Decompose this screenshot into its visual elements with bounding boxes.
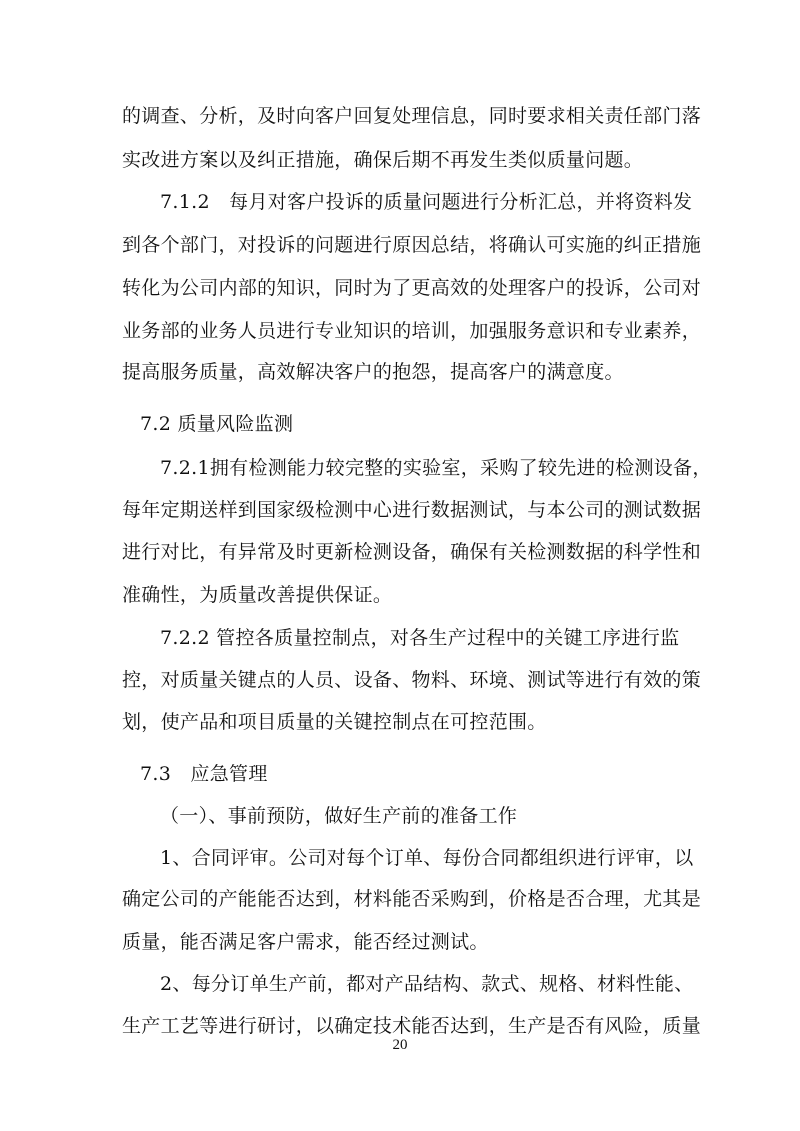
paragraph-line: 业务部的业务人员进行专业知识的培训，加强服务意识和专业素养， xyxy=(122,320,702,342)
section-7-1-2-line: 7.1.2 每月对客户投诉的质量问题进行分析汇总，并将资料发 xyxy=(160,191,693,213)
paragraph-line: 提高服务质量，高效解决客户的抱怨，提高客户的满意度。 xyxy=(122,361,624,383)
subheading-prevention: （一）、事前预防，做好生产前的准备工作 xyxy=(160,805,518,827)
paragraph-line: 确定公司的产能能否达到，材料能否采购到，价格是否合理，尤其是 xyxy=(122,888,702,910)
section-7-2-1-line: 7.2.1拥有检测能力较完整的实验室，采购了较先进的检测设备， xyxy=(160,457,712,479)
paragraph-line: 的调查、分析，及时向客户回复处理信息，同时要求相关责任部门落 xyxy=(122,105,702,127)
paragraph-line: 质量，能否满足客户需求，能否经过测试。 xyxy=(122,931,489,953)
paragraph-line: 生产工艺等进行研讨，以确定技术能否达到，生产是否有风险，质量 xyxy=(122,1015,702,1037)
paragraph-line: 控，对质量关键点的人员、设备、物料、环境、测试等进行有效的策 xyxy=(122,669,702,691)
paragraph-line: 到各个部门，对投诉的问题进行原因总结，将确认可实施的纠正措施 xyxy=(122,234,702,256)
section-heading-7-2: 7.2 质量风险监测 xyxy=(140,413,294,435)
section-7-2-2-line: 7.2.2 管控各质量控制点，对各生产过程中的关键工序进行监 xyxy=(160,627,680,649)
item-1-line: 1、合同评审。公司对每个订单、每份合同都组织进行评审，以 xyxy=(160,847,694,869)
item-2-line: 2、每分订单生产前，都对产品结构、款式、规格、材料性能、 xyxy=(160,973,694,995)
paragraph-line: 每年定期送样到国家级检测中心进行数据测试，与本公司的测试数据 xyxy=(122,499,702,521)
paragraph-line: 实改进方案以及纠正措施，确保后期不再发生类似质量问题。 xyxy=(122,149,644,171)
page-number: 20 xyxy=(392,1037,408,1053)
paragraph-line: 划，使产品和项目质量的关键控制点在可控范围。 xyxy=(122,711,547,733)
section-heading-7-3: 7.3 应急管理 xyxy=(140,763,268,785)
paragraph-line: 进行对比，有异常及时更新检测设备，确保有关检测数据的科学性和 xyxy=(122,541,702,563)
paragraph-line: 转化为公司内部的知识，同时为了更高效的处理客户的投诉，公司对 xyxy=(122,277,702,299)
paragraph-line: 准确性，为质量改善提供保证。 xyxy=(122,584,393,606)
